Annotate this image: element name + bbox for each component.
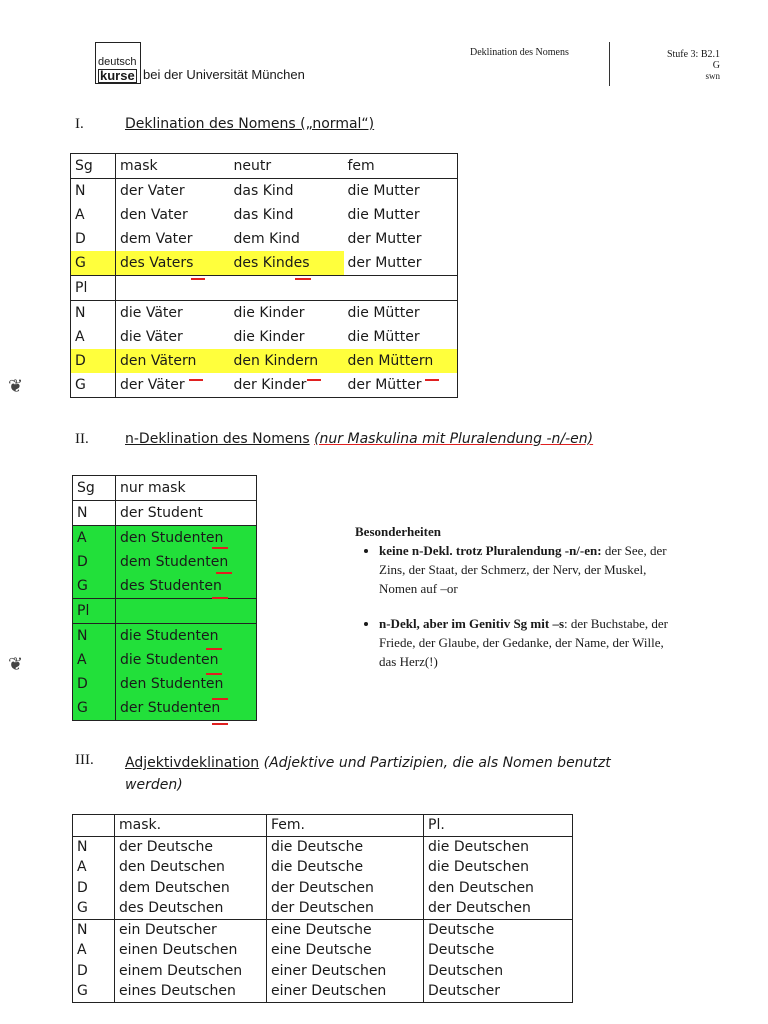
section1-title: Deklination des Nomens („normal“) bbox=[125, 116, 375, 132]
plural-label: Pl bbox=[73, 599, 116, 624]
form-cell: eine Deutsche bbox=[267, 940, 424, 961]
form-cell: den Studenten bbox=[116, 526, 257, 551]
plural-label-row bbox=[71, 276, 458, 301]
form-cell: die Deutschen bbox=[424, 836, 573, 857]
case-cell: A bbox=[73, 857, 115, 878]
table-row-highlighted bbox=[73, 648, 257, 672]
case-cell: N bbox=[73, 836, 115, 857]
case-cell: D bbox=[71, 349, 116, 373]
case-cell: N bbox=[73, 919, 115, 940]
case-cell: N bbox=[73, 624, 116, 649]
ending-mark bbox=[212, 547, 228, 549]
form-cell: den Studenten bbox=[116, 672, 257, 696]
case-cell: A bbox=[73, 940, 115, 961]
form-cell: der Deutschen bbox=[424, 898, 573, 919]
hole-punch-mark: ❦ bbox=[8, 376, 24, 397]
form-cell: der Kinder bbox=[230, 373, 344, 398]
ending-mark bbox=[212, 597, 228, 599]
logo-text-top: deutsch bbox=[98, 56, 137, 68]
table-row-highlighted bbox=[73, 574, 257, 599]
header-cell: fem bbox=[344, 154, 458, 179]
header-cell: nur mask bbox=[116, 476, 257, 501]
form-cell: die Deutsche bbox=[267, 857, 424, 878]
header-divider bbox=[609, 42, 610, 86]
form-cell: die Väter bbox=[116, 301, 230, 326]
form-cell: Deutscher bbox=[424, 981, 573, 1002]
form-cell: die Kinder bbox=[230, 301, 344, 326]
header-cell: Sg bbox=[71, 154, 116, 179]
author-label: swn bbox=[705, 71, 720, 81]
table-row bbox=[73, 878, 573, 899]
form-cell: der Deutsche bbox=[115, 836, 267, 857]
note2-text: : der Buchstabe, der Friede, der Glaube, der Gedanke, der Name, der Wille, das Herz(!) bbox=[379, 616, 668, 669]
university-name: bei der Universität München bbox=[143, 67, 305, 82]
plural-label-row bbox=[73, 599, 257, 624]
section3-title: Adjektivdeklination bbox=[125, 755, 260, 771]
table-adjective-declension bbox=[72, 814, 573, 1003]
form-cell: das Kind bbox=[230, 179, 344, 204]
header-cell: mask bbox=[116, 154, 230, 179]
case-cell: N bbox=[71, 301, 116, 326]
table-row bbox=[71, 301, 458, 326]
ending-mark bbox=[295, 278, 311, 280]
special-cases-notes bbox=[355, 522, 680, 687]
form-cell: den Müttern bbox=[344, 349, 458, 373]
form-cell: des Vaters bbox=[116, 251, 230, 276]
form-cell: Deutschen bbox=[424, 961, 573, 982]
form-cell: die Studenten bbox=[116, 648, 257, 672]
form-cell: Deutsche bbox=[424, 919, 573, 940]
form-cell: die Studenten bbox=[116, 624, 257, 649]
section2-heading bbox=[125, 431, 593, 447]
form-cell: das Kind bbox=[233, 207, 294, 223]
logo-text-bottom: kurse bbox=[100, 68, 135, 83]
section2-title: n-Deklination des Nomens bbox=[125, 431, 310, 447]
case-cell: A bbox=[73, 526, 116, 551]
form-cell: der Student bbox=[116, 501, 257, 526]
table-n-declension bbox=[72, 475, 257, 721]
form-cell: die Mutter bbox=[344, 179, 458, 204]
form-cell: die Deutschen bbox=[424, 857, 573, 878]
note1-bold: keine n-Dekl. trotz Pluralendung -n/-en: bbox=[379, 543, 602, 558]
notes-title: Besonderheiten bbox=[355, 524, 441, 539]
form-cell: der Mutter bbox=[344, 227, 458, 251]
case-cell: G bbox=[73, 981, 115, 1002]
case-cell: N bbox=[71, 179, 116, 204]
section1-number: I. bbox=[75, 116, 84, 132]
document-title: Deklination des Nomens bbox=[470, 47, 569, 58]
form-cell: den Vater bbox=[116, 203, 230, 227]
form-cell: dem Deutschen bbox=[115, 878, 267, 899]
form-cell: der Vater bbox=[116, 179, 230, 204]
ending-mark bbox=[425, 379, 439, 381]
section3-number: III. bbox=[75, 752, 94, 768]
form-cell: die Mutter bbox=[344, 203, 458, 227]
form-cell: den Deutschen bbox=[115, 857, 267, 878]
list-item bbox=[379, 614, 680, 671]
form-cell: die Mütter bbox=[344, 301, 458, 326]
table-row bbox=[71, 203, 458, 227]
form-cell: der Deutschen bbox=[267, 898, 424, 919]
ending-mark bbox=[189, 379, 203, 381]
table-row-highlighted bbox=[73, 672, 257, 696]
form-cell: des Deutschen bbox=[115, 898, 267, 919]
case-cell: N bbox=[73, 501, 116, 526]
form-cell: die Väter bbox=[116, 325, 230, 349]
table-row-highlighted bbox=[71, 251, 458, 276]
table-row bbox=[71, 373, 458, 398]
table-row bbox=[71, 179, 458, 204]
case-cell: D bbox=[73, 550, 116, 574]
form-cell: der Mütter bbox=[344, 373, 458, 398]
form-cell: einer Deutschen bbox=[267, 961, 424, 982]
case-cell: G bbox=[73, 898, 115, 919]
header-cell: mask. bbox=[115, 815, 267, 837]
table-row-highlighted bbox=[73, 550, 257, 574]
header-cell: neutr bbox=[230, 154, 344, 179]
form-cell: eine Deutsche bbox=[267, 919, 424, 940]
case-cell: A bbox=[73, 648, 116, 672]
empty-cell bbox=[116, 599, 257, 624]
case-cell: G bbox=[71, 373, 116, 398]
section3-subtitle-line2: werden) bbox=[125, 777, 183, 793]
case-cell: G bbox=[71, 251, 116, 276]
form-cell: Deutsche bbox=[424, 940, 573, 961]
ending-mark bbox=[212, 698, 228, 700]
note2-bold: n-Dekl, aber im Genitiv Sg mit –s bbox=[379, 616, 565, 631]
deutschkurse-logo bbox=[95, 42, 141, 84]
form-cell: einen Deutschen bbox=[115, 940, 267, 961]
form-cell: dem Kind bbox=[233, 231, 300, 247]
empty-cell bbox=[116, 276, 458, 301]
case-cell: D bbox=[73, 961, 115, 982]
form-cell: den Deutschen bbox=[424, 878, 573, 899]
form-cell: der Studenten bbox=[116, 696, 257, 721]
ending-mark bbox=[206, 648, 222, 650]
ending-mark bbox=[216, 572, 232, 574]
case-cell: A bbox=[71, 203, 116, 227]
form-cell: einem Deutschen bbox=[115, 961, 267, 982]
form-cell: der Deutschen bbox=[267, 878, 424, 899]
case-cell: D bbox=[73, 878, 115, 899]
level-label: Stufe 3: B2.1 bbox=[666, 49, 720, 60]
plural-label: Pl bbox=[71, 276, 116, 301]
table-row bbox=[73, 919, 573, 940]
case-cell: D bbox=[71, 227, 116, 251]
form-cell: ein Deutscher bbox=[115, 919, 267, 940]
form-cell: einer Deutschen bbox=[267, 981, 424, 1002]
table-row bbox=[73, 501, 257, 526]
form-cell: der Väter bbox=[116, 373, 230, 398]
form-cell: dem Vater bbox=[116, 227, 230, 251]
table-row bbox=[73, 961, 573, 982]
form-cell: die Mütter bbox=[344, 325, 458, 349]
section3-subtitle-line1: (Adjektive und Partizipien, die als Nomen benutzt bbox=[263, 755, 611, 771]
table-row-highlighted bbox=[73, 526, 257, 551]
header-cell: Pl. bbox=[424, 815, 573, 837]
form-cell: des Kindes bbox=[230, 251, 344, 276]
case-cell: A bbox=[71, 325, 116, 349]
section2-subtitle: (nur Maskulina mit Pluralendung -n/-en) bbox=[314, 431, 594, 447]
table-row bbox=[71, 227, 458, 251]
table-row bbox=[71, 325, 458, 349]
case-cell: G bbox=[73, 574, 116, 599]
header-cell: Fem. bbox=[267, 815, 424, 837]
table-row bbox=[73, 981, 573, 1002]
notes-list bbox=[355, 541, 680, 671]
hole-punch-mark: ❦ bbox=[8, 654, 24, 675]
case-cell: G bbox=[73, 696, 116, 721]
form-cell: des Studenten bbox=[116, 574, 257, 599]
ending-mark bbox=[212, 723, 228, 725]
note1-text: der See, der Zins, der Staat, der Schmerz, der Nerv, der Muskel, Nomen auf –or bbox=[379, 543, 667, 596]
section3-heading bbox=[125, 752, 645, 796]
form-cell: die Deutsche bbox=[267, 836, 424, 857]
form-cell: eines Deutschen bbox=[115, 981, 267, 1002]
ending-mark bbox=[206, 673, 222, 675]
table-row bbox=[73, 836, 573, 857]
ending-mark bbox=[307, 379, 321, 381]
table-header-row bbox=[71, 154, 458, 179]
header-cell bbox=[73, 815, 115, 837]
table-row bbox=[73, 898, 573, 919]
form-cell: der Mutter bbox=[344, 251, 458, 276]
table-header-row bbox=[73, 476, 257, 501]
form-cell: den Vätern bbox=[116, 349, 230, 373]
list-item bbox=[379, 541, 680, 598]
ending-mark bbox=[191, 278, 205, 280]
table-row-highlighted bbox=[71, 349, 458, 373]
header-cell: Sg bbox=[73, 476, 116, 501]
table-row-highlighted bbox=[73, 696, 257, 721]
table-row bbox=[73, 857, 573, 878]
table-normal-declension bbox=[70, 153, 458, 398]
form-cell: die Kinder bbox=[233, 329, 305, 345]
section2-number: II. bbox=[75, 431, 89, 447]
case-cell: D bbox=[73, 672, 116, 696]
table-header-row bbox=[73, 815, 573, 837]
form-cell: dem Studenten bbox=[116, 550, 257, 574]
table-row-highlighted bbox=[73, 624, 257, 649]
table-row bbox=[73, 940, 573, 961]
form-cell: den Kindern bbox=[230, 349, 344, 373]
code-label: G bbox=[712, 60, 720, 71]
